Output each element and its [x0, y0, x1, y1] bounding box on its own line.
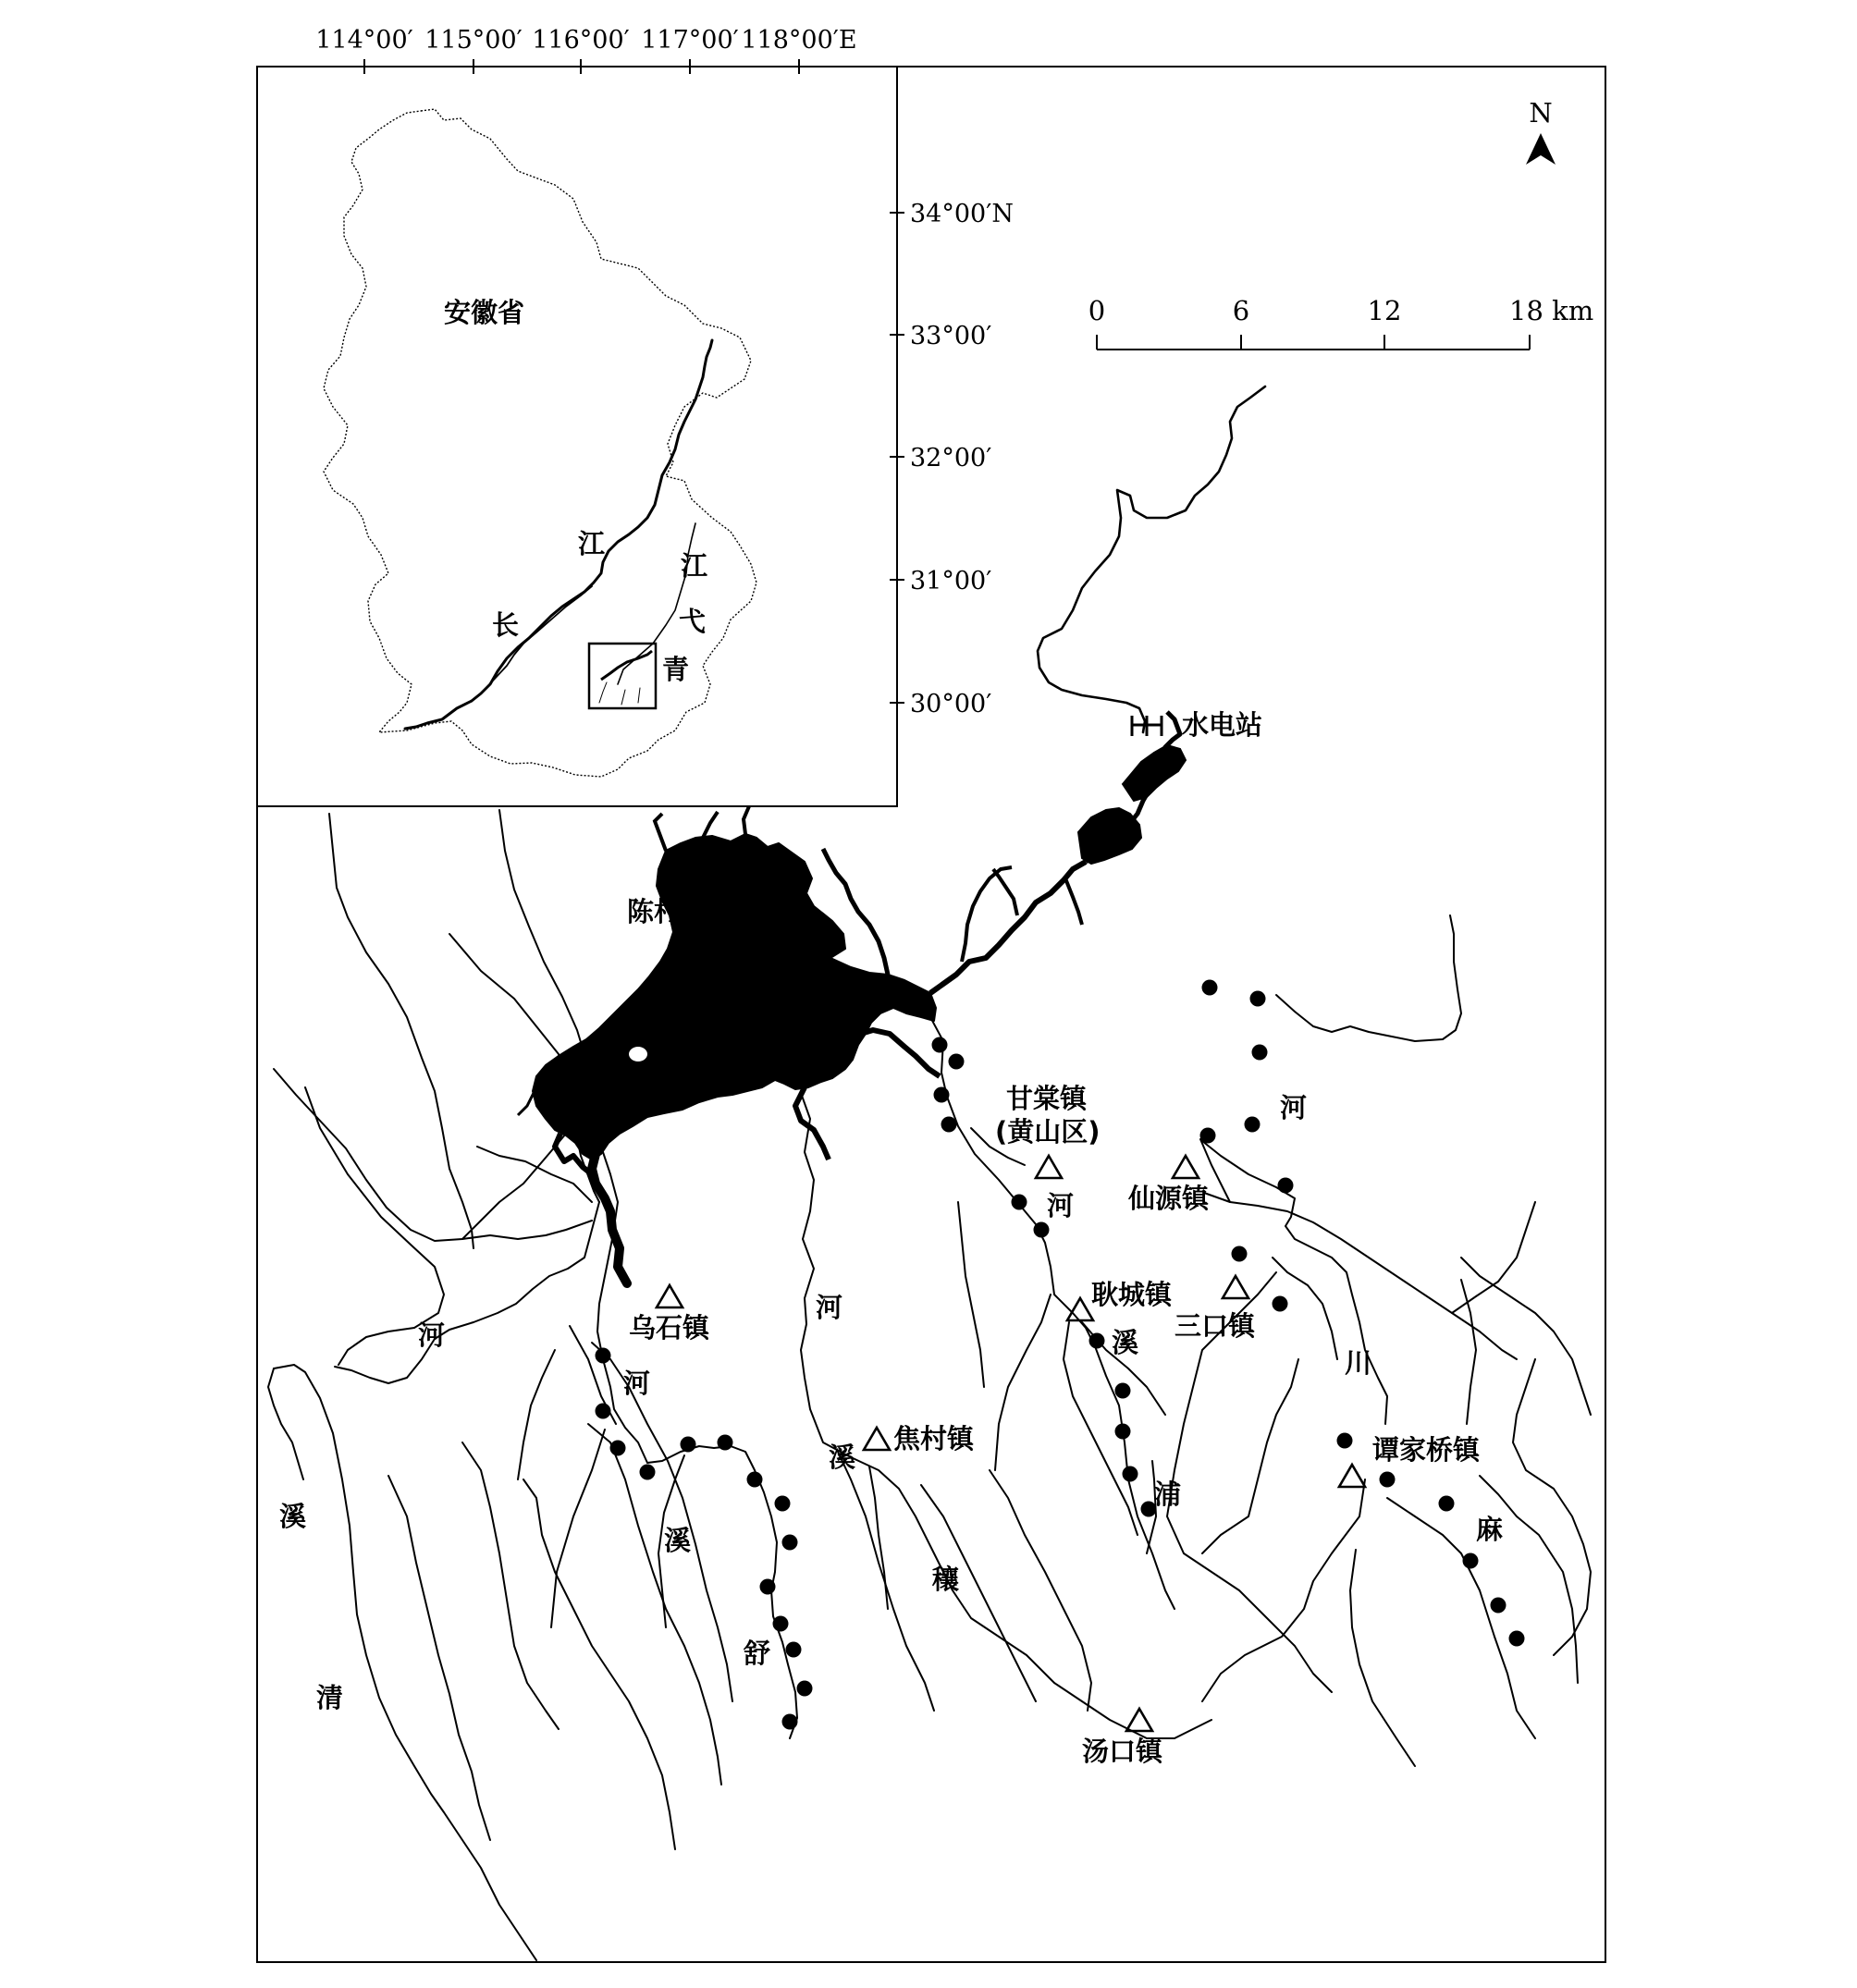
river-char-xi-center: 溪 — [829, 1442, 856, 1473]
label-jiaocun-town: 焦村镇 — [893, 1423, 975, 1454]
label-tangkou-town: 汤口镇 — [1082, 1736, 1163, 1767]
river-char-xi-shu: 溪 — [664, 1525, 692, 1556]
lat-label-32: 32°00′ — [910, 444, 992, 472]
inset-char-qing: 青 — [662, 654, 690, 685]
label-sankou-town: 三口镇 — [1174, 1310, 1256, 1342]
scale-label-18km: 18 km — [1509, 295, 1594, 326]
label-huangshan-district: (黄山区) — [995, 1116, 1101, 1147]
hydropower-station-icon — [1132, 716, 1162, 736]
scale-label-12: 12 — [1367, 295, 1402, 326]
river-char-pu: 浦 — [1154, 1479, 1182, 1510]
label-hydropower-station: 水电站 — [1182, 709, 1263, 741]
scale-label-0: 0 — [1088, 295, 1106, 326]
inset-frame — [257, 67, 897, 806]
north-arrow-icon — [1526, 133, 1556, 165]
lon-label-114: 114°00′ — [315, 26, 413, 55]
inset-province-label: 安徽省 — [444, 297, 525, 328]
lat-label-31: 31°00′ — [910, 567, 992, 595]
lat-label-33: 33°00′ — [910, 322, 992, 350]
river-char-xi-geng: 溪 — [1112, 1327, 1139, 1358]
label-wushi-town: 乌石镇 — [629, 1312, 710, 1344]
label-tanjiaqiao-town: 谭家桥镇 — [1372, 1434, 1481, 1466]
inset-char-yi: 弋 — [679, 606, 707, 637]
river-char-ma: 麻 — [1476, 1514, 1504, 1545]
scale-bar — [1097, 335, 1530, 350]
north-arrow-label: N — [1529, 97, 1553, 129]
inset-char-jiang2: 江 — [681, 550, 708, 582]
river-char-xi-west: 溪 — [279, 1501, 307, 1532]
river-char-he-center: 河 — [816, 1292, 843, 1323]
label-gengcheng-town: 耿城镇 — [1091, 1279, 1173, 1310]
label-xianyuan-town: 仙源镇 — [1128, 1183, 1210, 1214]
upper-lake — [1078, 808, 1141, 864]
river-char-shu: 舒 — [744, 1638, 771, 1669]
reservoir-northeast-arm — [930, 862, 1086, 993]
label-gantang-town: 甘棠镇 — [1006, 1083, 1088, 1114]
lat-label-30: 30°00′ — [910, 690, 992, 718]
lon-label-117: 117°00′ — [641, 26, 739, 55]
inset-char-chang: 长 — [492, 609, 520, 641]
reservoir-central-arm — [855, 1030, 940, 1076]
scale-label-6: 6 — [1232, 295, 1250, 326]
chencun-reservoir-body — [533, 834, 936, 1160]
river-char-rang: 穰 — [932, 1564, 960, 1595]
reservoir-island — [629, 1047, 647, 1061]
dam-lake — [1123, 745, 1186, 801]
river-char-he-gantang: 河 — [1047, 1190, 1075, 1221]
river-char-he-west: 河 — [418, 1319, 446, 1351]
river-char-he-wushi: 河 — [623, 1368, 651, 1399]
inset-char-jiang1: 江 — [578, 528, 606, 559]
lon-label-118: 118°00′E — [741, 26, 857, 55]
river-char-he-ne: 河 — [1280, 1092, 1308, 1123]
lon-label-116: 116°00′ — [532, 26, 630, 55]
reservoir-east-arm — [795, 1087, 829, 1160]
label-chencun-reservoir: 陈村水库 — [627, 896, 735, 927]
river-char-chuan: 川 — [1345, 1347, 1372, 1379]
lat-label-34: 34°00′N — [910, 200, 1014, 228]
river-char-qing-west: 清 — [316, 1682, 344, 1713]
lon-label-115: 115°00′ — [424, 26, 523, 55]
